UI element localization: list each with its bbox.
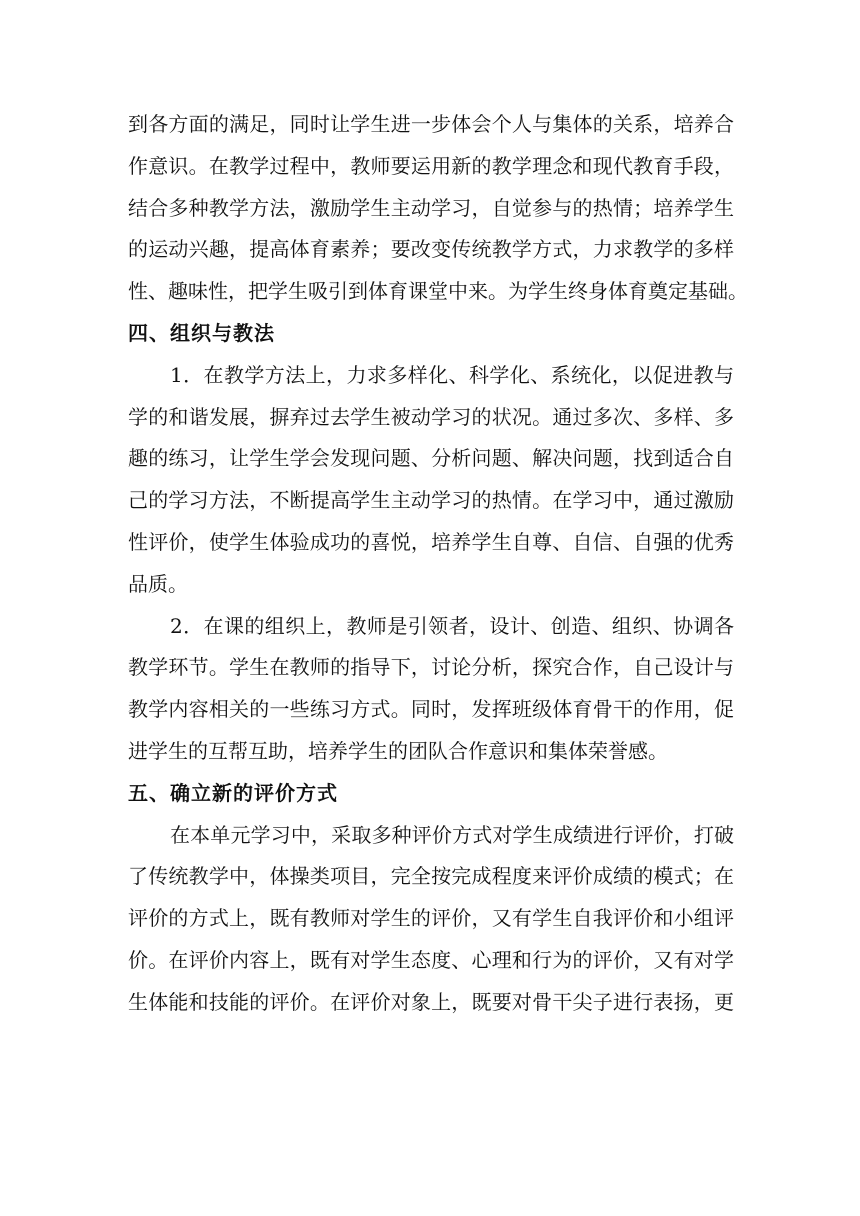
text-line: 价。在评价内容上，既有对学生态度、心理和行为的评价，又有对学	[128, 947, 734, 972]
text-line: 教学内容相关的一些练习方式。同时，发挥班级体育骨干的作用，促	[128, 697, 734, 722]
text-line: 生体能和技能的评价。在评价对象上，既要对骨干尖子进行表扬，更	[128, 989, 734, 1014]
text-line: 在本单元学习中，采取多种评价方式对学生成绩进行评价，打破	[170, 822, 734, 847]
section-heading-organization-and-methods: 四、组织与教法	[128, 320, 275, 345]
text-line: 的运动兴趣，提高体育素养；要改变传统教学方式，力求教学的多样	[128, 237, 734, 262]
text-line: 己的学习方法，不断提高学生主动学习的热情。在学习中，通过激励	[128, 488, 734, 513]
text-line: 了传统教学中，体操类项目，完全按完成程度来评价成绩的模式；在	[128, 864, 734, 889]
paragraph-item-2	[128, 606, 734, 773]
text-line: 作意识。在教学过程中，教师要运用新的教学理念和现代教育手段，	[128, 153, 734, 178]
text-line: 教学环节。学生在教师的指导下，讨论分析，探究合作，自己设计与	[128, 655, 734, 680]
text-line: 1．在教学方法上，力求多样化、科学化、系统化，以促进教与	[170, 362, 734, 387]
text-line: 趣的练习，让学生学会发现问题、分析问题、解决问题，找到适合自	[128, 446, 734, 471]
paragraph-item-1	[128, 355, 734, 606]
text-line: 2．在课的组织上，教师是引领者，设计、创造、组织、协调各	[170, 613, 734, 638]
paragraph-continued	[128, 104, 748, 313]
text-line: 到各方面的满足，同时让学生进一步体会个人与集体的关系，培养合	[128, 112, 734, 136]
paragraph-evaluation	[128, 815, 734, 1024]
text-line: 进学生的互帮互助，培养学生的团队合作意识和集体荣誉感。	[128, 738, 668, 763]
text-line: 结合多种教学方法，激励学生主动学习，自觉参与的热情；培养学生	[128, 195, 734, 220]
text-line: 性、趣味性，把学生吸引到体育课堂中来。为学生终身体育奠定基础。	[128, 279, 748, 304]
section-heading-evaluation-methods: 五、确立新的评价方式	[128, 780, 338, 805]
text-line: 评价的方式上，既有教师对学生的评价，又有学生自我评价和小组评	[128, 906, 734, 931]
text-line: 品质。	[128, 571, 188, 596]
text-line: 学的和谐发展，摒弃过去学生被动学习的状况。通过多次、多样、多	[128, 404, 734, 429]
document-body	[128, 104, 748, 1024]
text-line: 性评价，使学生体验成功的喜悦，培养学生自尊、自信、自强的优秀	[128, 529, 734, 554]
